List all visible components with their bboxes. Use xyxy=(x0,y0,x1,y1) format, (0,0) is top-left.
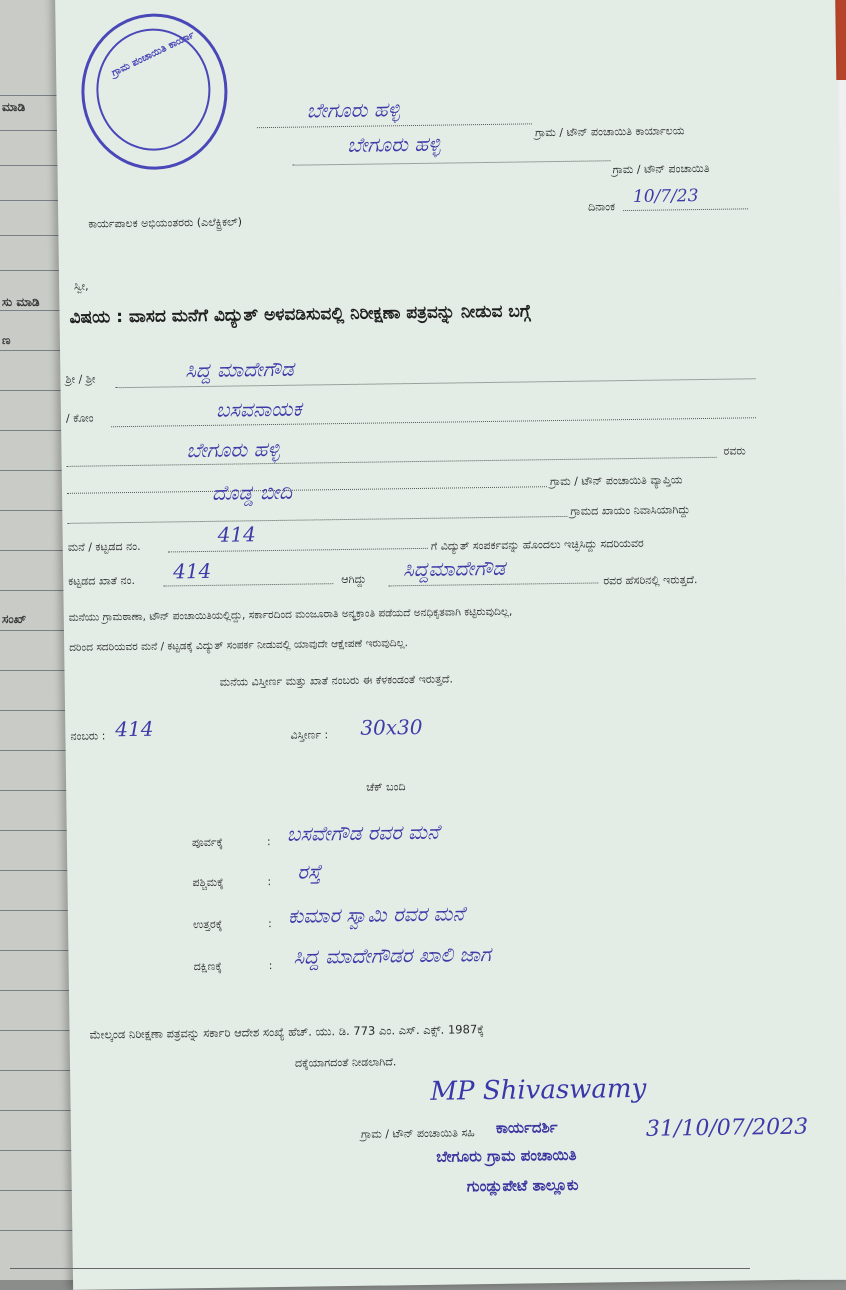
east-label: ಪೂರ್ವಕ್ಕೆ xyxy=(191,835,224,850)
order-line-1: ಮೇಲ್ಕಂಡ ನಿರೀಕ್ಷಣಾ ಪತ್ರವನ್ನು ಸರ್ಕಾರಿ ಆದೇಶ ಸಂಖ್ಯೆ ಹೆಚ್. ಯು. ಡಿ. 773 ಎಂ. ಎಸ್. ಎಕ್ಸ್. 1987ಕ್ಕೆ xyxy=(89,1022,485,1042)
connection-text: ಗೆ ವಿದ್ಯುತ್ ಸಂಪರ್ಕವನ್ನು ಹೊಂದಲು ಇಚ್ಛಿಸಿದ್ದು ಸದರಿಯವರ xyxy=(430,536,644,553)
date-label: ದಿನಾಂಕ xyxy=(587,200,616,214)
owner-name: ಸಿದ್ದಮಾದೇಗೌಡ xyxy=(402,555,506,582)
date-value: 10/7/23 xyxy=(632,186,699,207)
signature-date: 31/10/07/2023 xyxy=(645,1114,809,1142)
house-no-label: ಮನೆ / ಕಟ್ಟಡದ ನಂ. xyxy=(67,539,141,554)
west-label: ಪಶ್ಚಿಮಕ್ಕೆ xyxy=(192,875,224,890)
ravaru-label: ರವರು xyxy=(723,444,746,458)
north-label: ಉತ್ತರಕ್ಕೆ xyxy=(192,917,223,932)
number-value: 414 xyxy=(115,716,154,742)
khata-value: 414 xyxy=(172,558,212,584)
village-name-1: ಬೇಗೂರು ಹಳ್ಳಿ xyxy=(306,97,400,123)
addressee: ಕಾರ್ಯಪಾಲಕ ಅಭಿಯಂತರರು (ಎಲೆಕ್ಟ್ರಿಕಲ್) xyxy=(88,215,243,231)
paragraph-line-1: ಮನೆಯು ಗ್ರಾಮಠಾಣಾ, ಟೌನ್ ಪಂಚಾಯಿತಿಯಲ್ಲಿದ್ದು, ಸರ್ಕಾರದಿಂದ ಮಂಜೂರಾತಿ ಅನ್ಯಕ್ರಾಂತಿ ಪಡೆಯದೆ ಅನಧಿಕೃತವಾಗಿ ಕಟ್ಟಿರುವುದಿಲ್ಲ, xyxy=(68,605,513,624)
father-name: ಬಸವನಾಯಕ xyxy=(215,396,302,422)
house-no-value: 414 xyxy=(217,522,256,547)
book-label: ಮಾಡಿ xyxy=(2,100,26,114)
agiddu-label: ಆಗಿದ್ದು xyxy=(341,572,367,587)
south-label: ದಕ್ಷಿಣಕ್ಕೆ xyxy=(193,959,222,974)
south-boundary: ಸಿದ್ದ ಮಾದೇಗೌಡರ ಖಾಲಿ ಜಾಗ xyxy=(293,942,491,969)
west-boundary: ರಸ್ತೆ xyxy=(297,859,322,884)
signature: MP Shivaswamy xyxy=(430,1073,647,1107)
certificate-page: ಗ್ರಾಮ ಪಂಚಾಯಿತಿ ಕಾರ್ಯಾ ಬೇಗೂರು ಹಳ್ಳಿ ಗ್ರಾಮ / ಟೌನ್ ಪಂಚಾಯಿತಿ ಕಾರ್ಯಾಲಯ ಬೇಗೂರು ಹಳ್ಳಿ ಗ್ರಾಮ / ಟೌನ್ ಪಂಚಾಯಿತಿ ದಿನಾಂಕ 10/7/23 ಕಾರ್ಯಪಾಲಕ ಅಭಿಯಂತರರು (ಎಲೆಕ್ಟ್ರಿಕಲ್) ಸ್ವೀ, ವಿಷಯ : ವಾಸದ ಮನೆಗೆ ವಿದ್ಯುತ್ ಅಳವಡಿಸುವಲ್ಲಿ ನಿರೀಕ್ಷಣಾ ಪತ್ರವನ್ನು ನೀಡುವ ಬಗ್ಗೆ ಶ್ರೀ / ಶ್ರೀ ಸಿದ್ದ ಮಾದೇಗೌಡ / ಕೋಂ ಬಸವನಾಯಕ ಬೇಗೂರು ಹಳ್ಳಿ ರವರು ಗ್ರಾಮ / ಟೌನ್ ಪಂಚಾಯಿತಿ ವ್ಯಾಪ್ತಿಯ ದೊಡ್ಡ ಬೀದಿ ಗ್ರಾಮದ ಖಾಯಂ ನಿವಾಸಿಯಾಗಿದ್ದು ಮನೆ / ಕಟ್ಟಡದ ನಂ. 414 ಗೆ ವಿದ್ಯುತ್ ಸಂಪರ್ಕವನ್ನು ಹೊಂದಲು ಇಚ್ಛಿಸಿದ್ದು ಸದರಿಯವರ ಕಟ್ಟಡದ ಖಾತೆ ನಂ. 414 ಆಗಿದ್ದು ಸಿದ್ದಮಾದೇಗೌಡ ರವರ ಹೆಸರಿನಲ್ಲಿ ಇರುತ್ತದೆ. ಮನೆಯು ಗ್ರಾಮಠಾಣಾ, ಟೌನ್ ಪಂಚಾಯಿತಿಯಲ್ಲಿದ್ದು, ಸರ್ಕಾರದಿಂದ ಮಂಜೂರಾತಿ ಅನ್ಯಕ್ರಾಂತಿ ಪಡೆಯದೆ ಅನಧಿಕೃತವಾಗಿ ಕಟ್ಟಿರುವುದಿಲ್ಲ, ದರಿಂದ ಸದರಿಯವರ ಮನೆ / ಕಟ್ಟಡಕ್ಕೆ ವಿದ್ಯುತ್ ಸಂಪರ್ಕ ನೀಡುವಲ್ಲಿ ಯಾವುದೇ ಆಕ್ಷೇಪಣೆ ಇರುವುದಿಲ್ಲ. ಮನೆಯ ವಿಸ್ತೀರ್ಣ ಮತ್ತು ಖಾತೆ ನಂಬರು ಈ ಕೆಳಕಂಡಂತೆ ಇರುತ್ತದೆ. ನಂಬರು : 414 ವಿಸ್ತೀರ್ಣ : 30x30 ಚೆಕ್ ಬಂದಿ ಪೂರ್ವಕ್ಕೆ : ಬಸವೇಗೌಡ ರವರ ಮನೆ ಪಶ್ಚಿಮಕ್ಕೆ : ರಸ್ತೆ ಉತ್ತರಕ್ಕೆ : ಕುಮಾರ ಸ್ವಾಮಿ ರವರ ಮನೆ ದಕ್ಷಿಣಕ್ಕೆ : ಸಿದ್ದ ಮಾದೇಗೌಡರ ಖಾಲಿ ಜಾಗ ಮೇಲ್ಕಂಡ ನಿರೀಕ್ಷಣಾ ಪತ್ರವನ್ನು ಸರ್ಕಾರಿ ಆದೇಶ ಸಂಖ್ಯೆ ಹೆಚ್. ಯು. ಡಿ. 773 ಎಂ. ಎಸ್. ಎಕ್ಸ್. 1987ಕ್ಕೆ ದಕ್ಕೆಯಾಗದಂತೆ ನೀಡಲಾಗಿದೆ. MP Shivaswamy ಗ್ರಾಮ / ಟೌನ್ ಪಂಚಾಯಿತಿ ಸಹಿ ಕಾರ್ಯದರ್ಶಿ 31/10/07/2023 ಬೇಗೂರು ಗ್ರಾಮ ಪಂಚಾಯಿತಿ ಗುಂಡ್ಲುಪೇಟೆ ತಾಲ್ಲೂಕು xyxy=(55,0,846,1290)
stamp-panchayat: ಬೇಗೂರು ಗ್ರಾಮ ಪಂಚಾಯಿತಿ xyxy=(436,1145,577,1166)
book-label: ಸು ಮಾಡಿ xyxy=(2,295,40,309)
office-sign-line: ಗ್ರಾಮ / ಟೌನ್ ಪಂಚಾಯಿತಿ ಸಹಿ xyxy=(360,1126,475,1141)
order-line-2: ದಕ್ಕೆಯಾಗದಂತೆ ನೀಡಲಾಗಿದೆ. xyxy=(294,1055,397,1070)
resident-suffix: ಗ್ರಾಮದ ಖಾಯಂ ನಿವಾಸಿಯಾಗಿದ್ದು xyxy=(570,503,691,518)
from-label: ಸ್ವೀ, xyxy=(74,279,89,293)
panchayat-line: ಗ್ರಾಮ / ಟೌನ್ ಪಂಚಾಯಿತಿ xyxy=(612,161,710,177)
paragraph-line-3: ಮನೆಯ ವಿಸ್ತೀರ್ಣ ಮತ್ತು ಖಾತೆ ನಂಬರು ಈ ಕೆಳಕಂಡಂತೆ ಇರುತ್ತದೆ. xyxy=(219,672,454,689)
khata-label: ಕಟ್ಟಡದ ಖಾತೆ ನಂ. xyxy=(68,573,136,588)
area-value: 30x30 xyxy=(360,714,423,740)
north-boundary: ಕುಮಾರ ಸ್ವಾಮಿ ರವರ ಮನೆ xyxy=(287,901,465,928)
book-label: ಣ xyxy=(2,333,11,347)
applicant-name: ಸಿದ್ದ ಮಾದೇಗೌಡ xyxy=(185,356,294,383)
subject-line: ವಿಷಯ : ವಾಸದ ಮನೆಗೆ ವಿದ್ಯುತ್ ಅಳವಡಿಸುವಲ್ಲಿ ನಿರೀಕ್ಷಣಾ ಪತ್ರವನ್ನು ನೀಡುವ ಬಗ್ಗೆ xyxy=(69,301,531,328)
number-label: ನಂಬರು : xyxy=(70,729,106,743)
panchayat-suffix: ಗ್ರಾಮ / ಟೌನ್ ಪಂಚಾಯಿತಿ ವ್ಯಾಪ್ತಿಯ xyxy=(549,473,683,489)
stamp-designation: ಕಾರ್ಯದರ್ಶಿ xyxy=(495,1118,558,1137)
village-value: ಬೇಗೂರು ಹಳ್ಳಿ xyxy=(186,436,280,463)
father-label: / ಕೋಂ xyxy=(65,411,94,425)
stamp-taluk: ಗುಂಡ್ಲುಪೇಟೆ ತಾಲ್ಲೂಕು xyxy=(466,1175,579,1196)
locality-value: ದೊಡ್ಡ ಬೀದಿ xyxy=(211,479,293,505)
name-label: ಶ್ರೀ / ಶ್ರೀ xyxy=(65,372,96,386)
area-label: ವಿಸ್ತೀರ್ಣ : xyxy=(290,728,329,742)
owner-suffix: ರವರ ಹೆಸರಿನಲ್ಲಿ ಇರುತ್ತದೆ. xyxy=(603,573,698,588)
book-label: ಸಂಖ್ xyxy=(2,612,27,626)
boundaries-heading: ಚೆಕ್ ಬಂದಿ xyxy=(366,780,406,794)
office-line: ಗ್ರಾಮ / ಟೌನ್ ಪಂಚಾಯಿತಿ ಕಾರ್ಯಾಲಯ xyxy=(534,124,685,140)
east-boundary: ಬಸವೇಗೌಡ ರವರ ಮನೆ xyxy=(286,819,440,846)
seal-text: ಗ್ರಾಮ ಪಂಚಾಯಿತಿ ಕಾರ್ಯಾ xyxy=(110,29,197,79)
page-bottom-rule xyxy=(10,1268,750,1269)
paragraph-line-2: ದರಿಂದ ಸದರಿಯವರ ಮನೆ / ಕಟ್ಟಡಕ್ಕೆ ವಿದ್ಯುತ್ ಸಂಪರ್ಕ ನೀಡುವಲ್ಲಿ ಯಾವುದೇ ಆಕ್ಷೇಪಣೆ ಇರುವುದಿಲ್ಲ. xyxy=(69,637,409,654)
village-name-2: ಬೇಗೂರು ಹಳ್ಳಿ xyxy=(347,131,441,157)
